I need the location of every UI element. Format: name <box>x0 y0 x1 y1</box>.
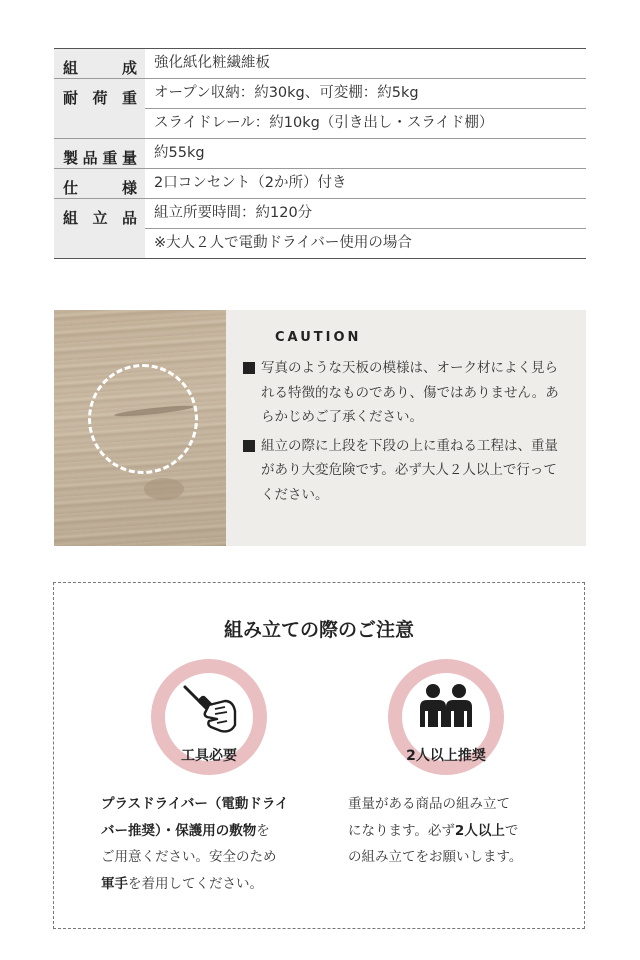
tools-required-label: 工具必要 <box>181 748 237 764</box>
square-bullet-icon <box>243 440 255 452</box>
body-text: を <box>256 822 270 839</box>
spec-row-features <box>54 168 586 198</box>
emphasis-text: 2人以上 <box>454 822 505 839</box>
spec-value-load-slide: スライドレール：約10kg（引き出し・スライド棚） <box>145 108 586 138</box>
square-bullet-icon <box>243 362 255 374</box>
description-line <box>348 844 522 871</box>
spec-value-weight: 約55kg <box>154 145 205 161</box>
body-text: 重量がある商品の組み立て <box>348 796 510 812</box>
spec-head-composition: 組成 <box>63 59 137 77</box>
spec-head-assembly: 組立品 <box>63 209 137 227</box>
caution-body <box>226 310 559 546</box>
description-line <box>348 818 522 845</box>
two-people-icon <box>417 683 475 733</box>
assembly-notice-box <box>53 582 585 929</box>
two-people-badge <box>388 659 504 775</box>
body-text: になります。必ず <box>348 822 455 839</box>
body-text: ご用意ください。安全のため <box>101 849 277 865</box>
caution-item <box>243 434 559 508</box>
highlight-dashed-circle <box>88 364 198 474</box>
spec-value-load-open: オープン収納：約30kg、可変棚：約5kg <box>154 85 419 101</box>
spec-value-features: 2口コンセント（2か所）付き <box>154 175 347 191</box>
spec-value-assembly-note: ※大人２人で電動ドライバー使用の場合 <box>145 228 586 258</box>
caution-panel <box>54 310 586 546</box>
caution-item <box>243 356 559 430</box>
spec-value-assembly-time: 組立所要時間：約120分 <box>154 205 313 221</box>
spec-row-load <box>54 78 586 138</box>
screwdriver-hand-icon <box>181 681 239 739</box>
emphasis-text: プラスドライバー（電動ドライ <box>101 796 289 812</box>
description-line <box>348 791 522 818</box>
spec-head-load: 耐荷重 <box>63 89 137 107</box>
spec-table <box>54 48 586 259</box>
description-line <box>101 844 289 871</box>
description-line <box>101 871 289 898</box>
spec-row-composition <box>54 49 586 78</box>
spec-head-features: 仕様 <box>63 179 137 197</box>
tools-required-description <box>101 791 289 897</box>
emphasis-text: 軍手 <box>101 875 128 892</box>
wood-grain-photo <box>54 310 226 546</box>
body-text: で <box>504 822 519 839</box>
caution-item-text: 写真のような天板の模様は、オーク材によく見られる特徴的なものであり、傷ではありません。あらかじめご了承ください。 <box>261 360 559 425</box>
notice-title: 組み立ての際のご注意 <box>223 619 414 641</box>
caution-item-text: 組立の際に上段を下段の上に重ねる工程は、重量があり大変危険です。必ず大人２人以上で行ってください。 <box>261 437 558 503</box>
spec-row-assembly <box>54 198 586 258</box>
two-people-description <box>348 791 522 871</box>
caution-title: CAUTION <box>275 330 362 345</box>
spec-value-composition: 強化紙化粧繊維板 <box>154 55 270 71</box>
wood-knot-mark <box>144 478 184 500</box>
body-text: を着用してください。 <box>128 875 263 892</box>
description-line <box>101 791 289 818</box>
spec-head-weight: 製品重量 <box>63 149 137 167</box>
tools-required-badge <box>151 659 267 775</box>
spec-row-weight <box>54 138 586 168</box>
body-text: の組み立てをお願いします。 <box>348 849 523 865</box>
two-people-label: 2人以上推奨 <box>406 748 486 764</box>
description-line <box>101 818 289 845</box>
emphasis-text: バー推奨）・保護用の敷物 <box>101 822 257 839</box>
